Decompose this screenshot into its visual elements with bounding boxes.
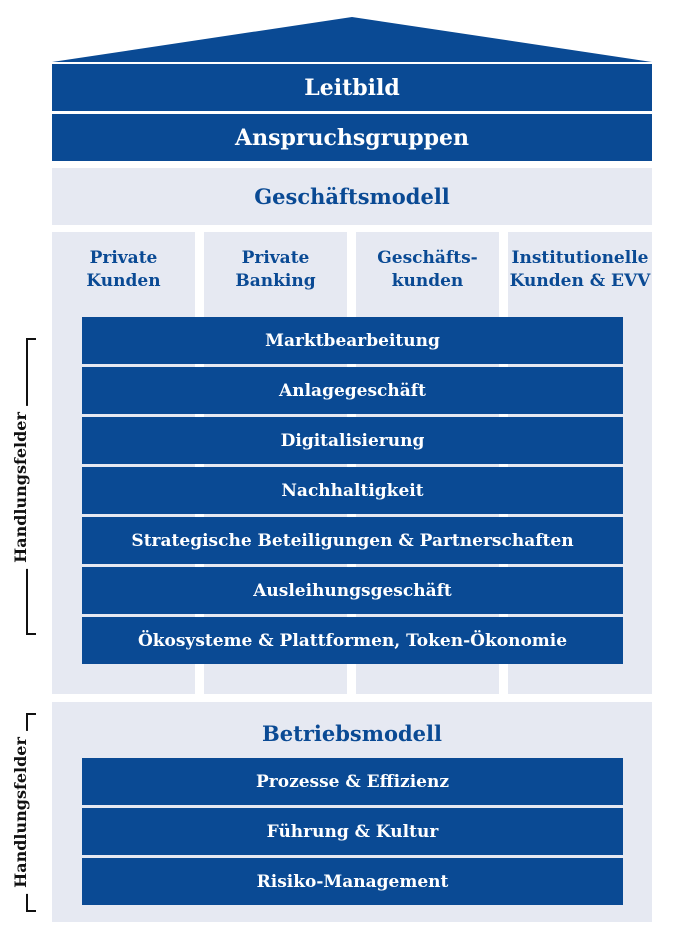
side-label-handlungsfelder: Handlungsfelder <box>11 731 30 894</box>
betriebsmodell-title: Betriebsmodell <box>262 720 442 746</box>
field-bar: Marktbearbeitung <box>82 317 623 364</box>
column-label-line1: Geschäfts- <box>377 247 478 268</box>
leitbild-bar: Leitbild <box>52 64 652 111</box>
field-bar: Prozesse & Effizienz <box>82 758 623 805</box>
column-label-line1: Private <box>89 247 158 268</box>
side-label-wrap <box>0 411 120 563</box>
field-bar: Führung & Kultur <box>82 808 623 855</box>
field-bar: Digitalisierung <box>82 417 623 464</box>
side-label-wrap <box>0 736 120 888</box>
field-bar: Nachhaltigkeit <box>82 467 623 514</box>
geschaeftsmodell-title: Geschäftsmodell <box>52 168 652 225</box>
roof-shape <box>52 17 652 62</box>
field-bar: Ökosysteme & Plattformen, Token-Ökonomie <box>82 617 623 664</box>
column-label-line2: kunden <box>391 270 464 291</box>
field-bar: Ausleihungsgeschäft <box>82 567 623 614</box>
side-label-handlungsfelder: Handlungsfelder <box>11 406 30 569</box>
column-label-line1: Private <box>241 247 310 268</box>
field-bar: Risiko-Management <box>82 858 623 905</box>
column-label-line2: Kunden & EVV <box>509 270 651 291</box>
column-label-line2: Kunden <box>86 270 161 291</box>
field-bar: Strategische Beteiligungen & Partnerschaften <box>82 517 623 564</box>
anspruchsgruppen-bar: Anspruchsgruppen <box>52 114 652 161</box>
column-label-line2: Banking <box>235 270 316 291</box>
column-label-line1: Institutionelle <box>511 247 649 268</box>
field-bar: Anlagegeschäft <box>82 367 623 414</box>
